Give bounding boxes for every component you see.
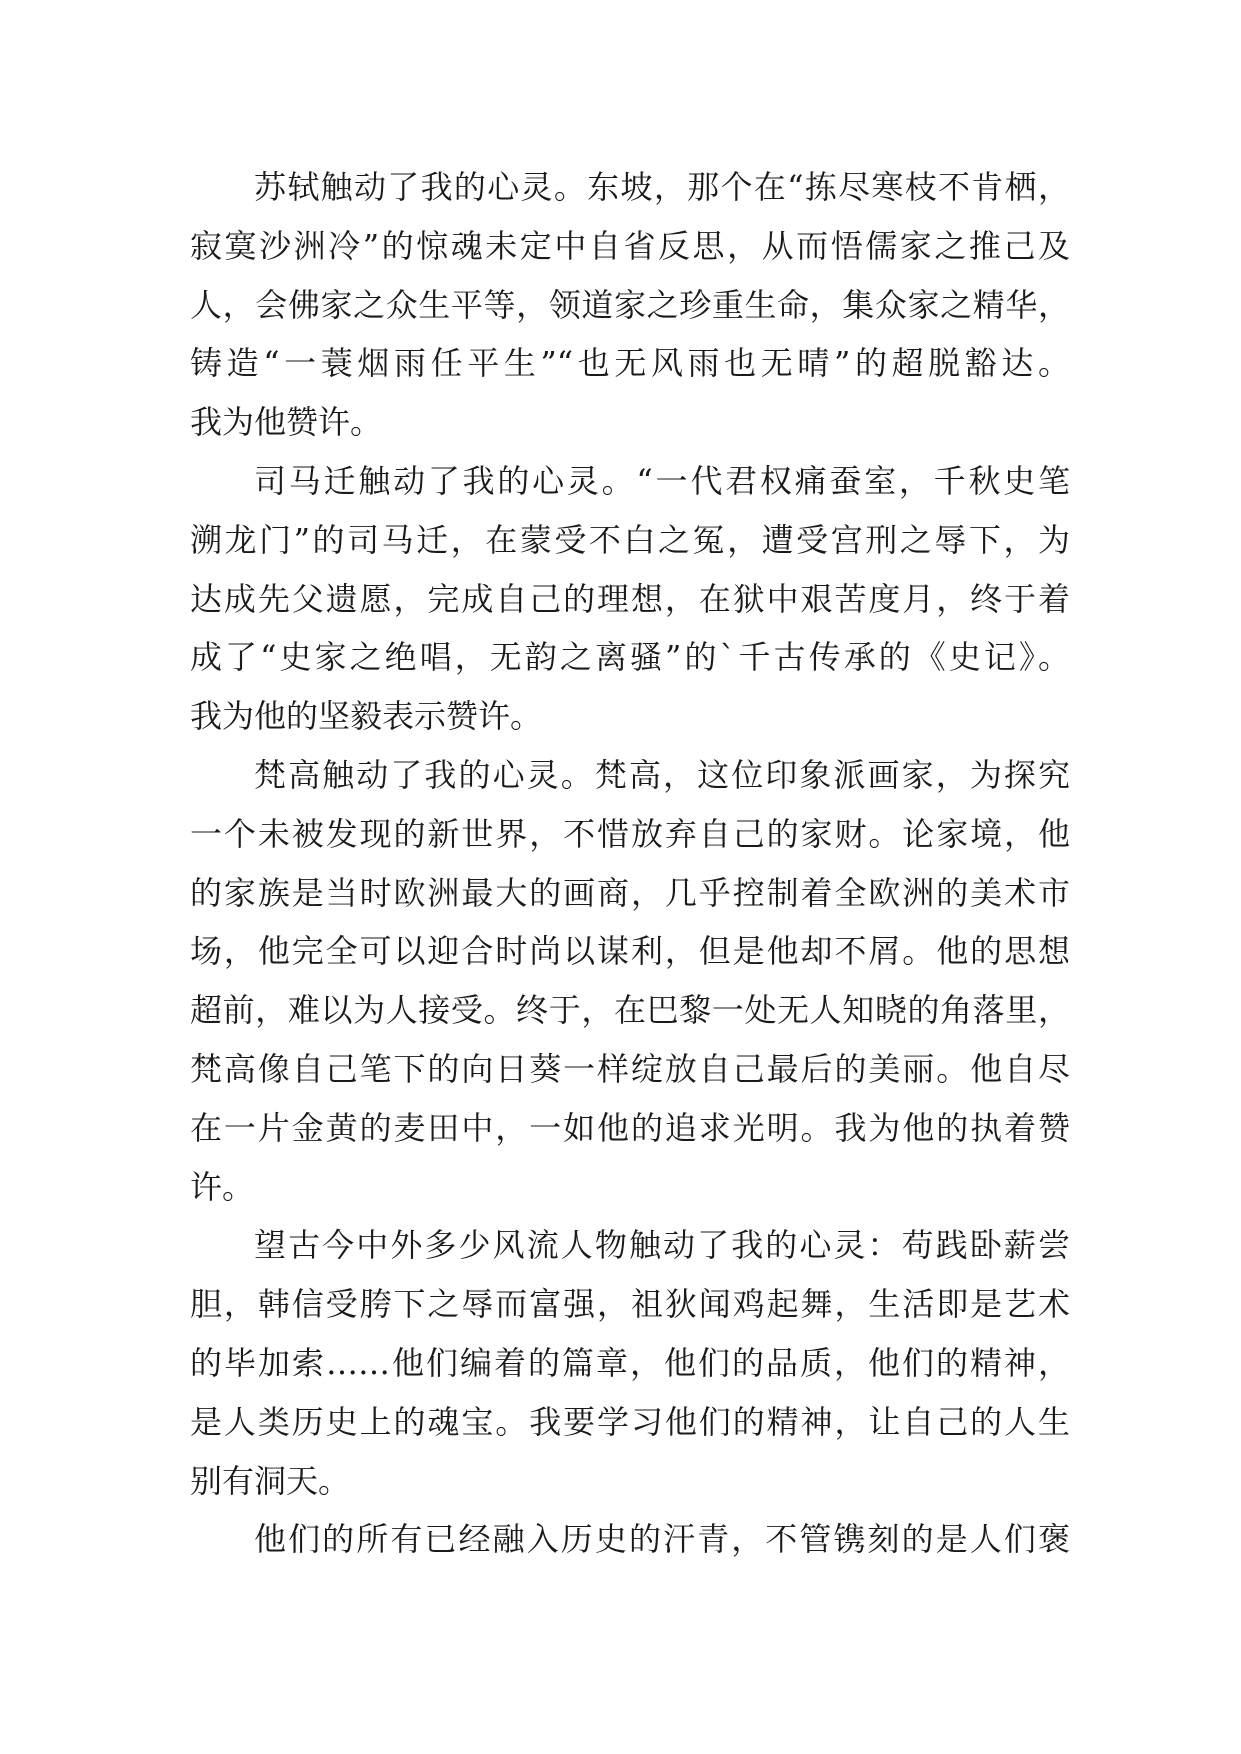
- text-line: 梵高触动了我的心灵。梵高，这位印象派画家，为探究: [254, 755, 1070, 794]
- essay-body: [190, 158, 1070, 1569]
- text-line: 的毕加索……他们编着的篇章，他们的品质，他们的精神，: [190, 1343, 1070, 1382]
- text-line: 达成先父遗愿，完成自己的理想，在狱中艰苦度月，终于着: [190, 579, 1070, 618]
- text-line: 成了“史家之绝唱，无韵之离骚”的`千古传承的《史记》。: [190, 638, 1070, 677]
- text-line: 寂寞沙洲冷”的惊魂未定中自省反思，从而悟儒家之推己及: [190, 226, 1070, 265]
- text-line: 在一片金黄的麦田中，一如他的追求光明。我为他的执着赞: [190, 1108, 1070, 1147]
- text-line: 苏轼触动了我的心灵。东坡，那个在“拣尽寒枝不肯栖，: [254, 168, 1070, 206]
- text-line: 是人类历史上的魂宝。我要学习他们的精神，让自己的人生: [190, 1402, 1070, 1441]
- paragraph-van-gogh: [190, 746, 1070, 1216]
- text-line: 的家族是当时欧洲最大的画商，几乎控制着全欧洲的美术市: [190, 873, 1070, 912]
- text-line: 胆，韩信受胯下之辱而富强，祖狄闻鸡起舞，生活即是艺术: [190, 1285, 1070, 1324]
- text-line: 场，他完全可以迎合时尚以谋利，但是他却不屑。他的思想: [190, 932, 1070, 971]
- text-line: 我为他的坚毅表示赞许。: [190, 697, 543, 736]
- text-line: 望古今中外多少风流人物触动了我的心灵：苟践卧薪尝: [254, 1226, 1070, 1265]
- paragraph-conclusion: [190, 1510, 1070, 1569]
- text-line: 我为他赞许。: [190, 403, 383, 442]
- text-line: 一个未被发现的新世界，不惜放弃自己的家财。论家境，他: [190, 814, 1070, 853]
- paragraph-sima-qian: [190, 452, 1070, 746]
- text-line: 人，会佛家之众生平等，领道家之珍重生命，集众家之精华，: [190, 285, 1070, 324]
- text-line: 铸造“一蓑烟雨任平生”“也无风雨也无晴”的超脱豁达。: [190, 344, 1070, 383]
- text-line: 超前，难以为人接受。终于，在巴黎一处无人知晓的角落里，: [190, 991, 1070, 1030]
- text-line: 梵高像自己笔下的向日葵一样绽放自己最后的美丽。他自尽: [190, 1049, 1070, 1088]
- text-line: 溯龙门”的司马迁，在蒙受不白之冤，遭受宫刑之辱下，为: [190, 520, 1070, 559]
- paragraph-historical-figures: [190, 1216, 1070, 1510]
- paragraph-su-shi: [190, 158, 1070, 452]
- text-line: 别有洞天。: [190, 1461, 351, 1500]
- text-line: 他们的所有已经融入历史的汗青，不管镌刻的是人们褒: [254, 1520, 1070, 1559]
- text-line: 司马迁触动了我的心灵。“一代君权痛蚕室，千秋史笔: [254, 461, 1070, 500]
- text-line: 许。: [190, 1167, 255, 1206]
